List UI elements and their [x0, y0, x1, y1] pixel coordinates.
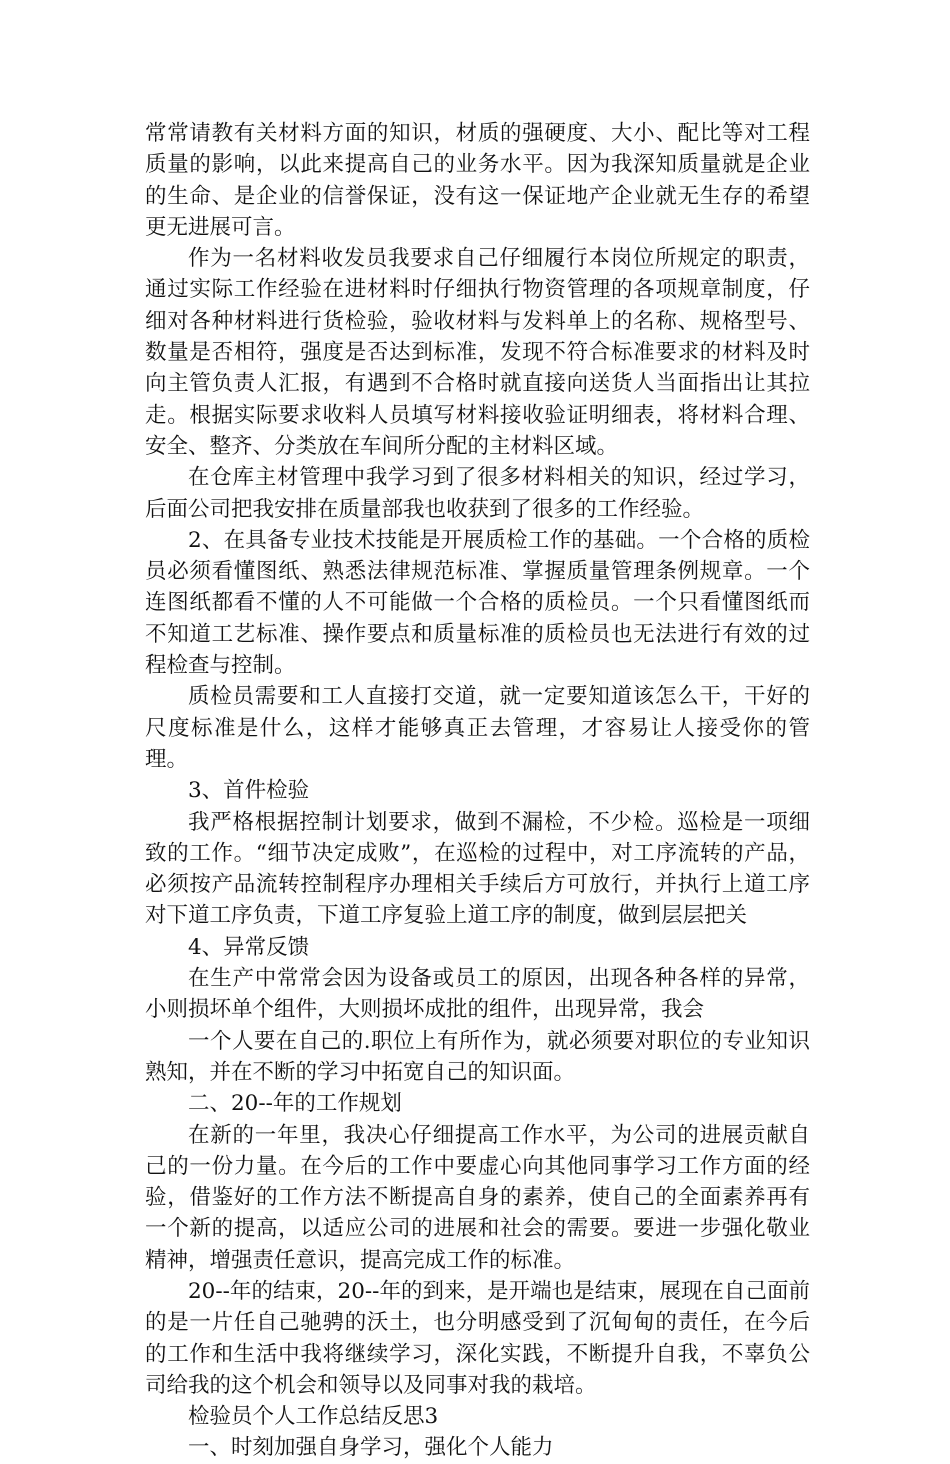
document-body	[145, 118, 810, 1464]
paragraph-10: 一个人要在自己的.职位上有所作为，就必须要对职位的专业知识熟知，并在不断的学习中拓宽自己的知识面。	[145, 1028, 810, 1085]
paragraph-3: 在仓库主材管理中我学习到了很多材料相关的知识，经过学习，后面公司把我安排在质量部我也收获到了很多的工作经验。	[145, 465, 810, 522]
section-heading-exception-feedback: 4、异常反馈	[188, 934, 310, 960]
paragraph-7: 我严格根据控制计划要求，做到不漏检，不少检。巡检是一项细致的工作。“细节决定成败”，在巡检的过程中，对工序流转的产品，必须按产品流转控制程序办理相关手续后方可放行，并执行上道工序对下道工序负责，下道工序复验上道工序的制度，做到层层把关	[145, 809, 810, 929]
paragraph-9: 在生产中常常会因为设备或员工的原因，出现各种各样的异常，小则损坏单个组件，大则损坏成批的组件，出现异常，我会	[145, 966, 810, 1023]
paragraph-5: 质检员需要和工人直接打交道，就一定要知道该怎么干，干好的尺度标准是什么，这样才能够真正去管理，才容易让人接受你的管理。	[145, 684, 810, 772]
section-heading-work-plan: 二、20--年的工作规划	[188, 1091, 402, 1117]
section-heading-self-study: 一、时刻加强自身学习，强化个人能力	[188, 1435, 554, 1461]
paragraph-13: 20--年的结束，20--年的到来，是开端也是结束，展现在自己面前的是一片任自己驰骋的沃土，也分明感受到了沉甸甸的责任，在今后的工作和生活中我将继续学习，深化实践，不断提升自我，不辜负公司给我的这个机会和领导以及同事对我的栽培。	[145, 1278, 810, 1398]
paragraph-12: 在新的一年里，我决心仔细提高工作水平，为公司的进展贡献自己的一份力量。在今后的工作中要虚心向其他同事学习工作方面的经验，借鉴好的工作方法不断提高自身的素养，使自己的全面素养再有一个新的提高，以适应公司的进展和社会的需要。要进一步强化敬业精神，增强责任意识，提高完成工作的标准。	[145, 1122, 810, 1273]
document-subtitle: 检验员个人工作总结反思3	[188, 1404, 439, 1430]
paragraph-1: 常常请教有关材料方面的知识，材质的强硬度、大小、配比等对工程质量的影响，以此来提高自己的业务水平。因为我深知质量就是企业的生命、是企业的信誉保证，没有这一保证地产企业就无生存的希望更无进展可言。	[145, 121, 810, 240]
paragraph-4: 2、在具备专业技术技能是开展质检工作的基础。一个合格的质检员必须看懂图纸、熟悉法律规范标准、掌握质量管理条例规章。一个连图纸都看不懂的人不可能做一个合格的质检员。一个只看懂图纸而不知道工艺标准、操作要点和质量标准的质检员也无法进行有效的过程检查与控制。	[145, 527, 810, 679]
paragraph-2: 作为一名材料收发员我要求自己仔细履行本岗位所规定的职责，通过实际工作经验在进材料时仔细执行物资管理的各项规章制度，仔细对各种材料进行货检验，验收材料与发料单上的名称、规格型号、数量是否相符，强度是否达到标准，发现不符合标准要求的材料及时向主管负责人汇报，有遇到不合格时就直接向送货人当面指出让其拉走。根据实际要求收料人员填写材料接收验证明细表，将材料合理、安全、整齐、分类放在车间所分配的主材料区域。	[145, 246, 810, 459]
section-heading-first-article-inspection: 3、首件检验	[188, 778, 310, 804]
